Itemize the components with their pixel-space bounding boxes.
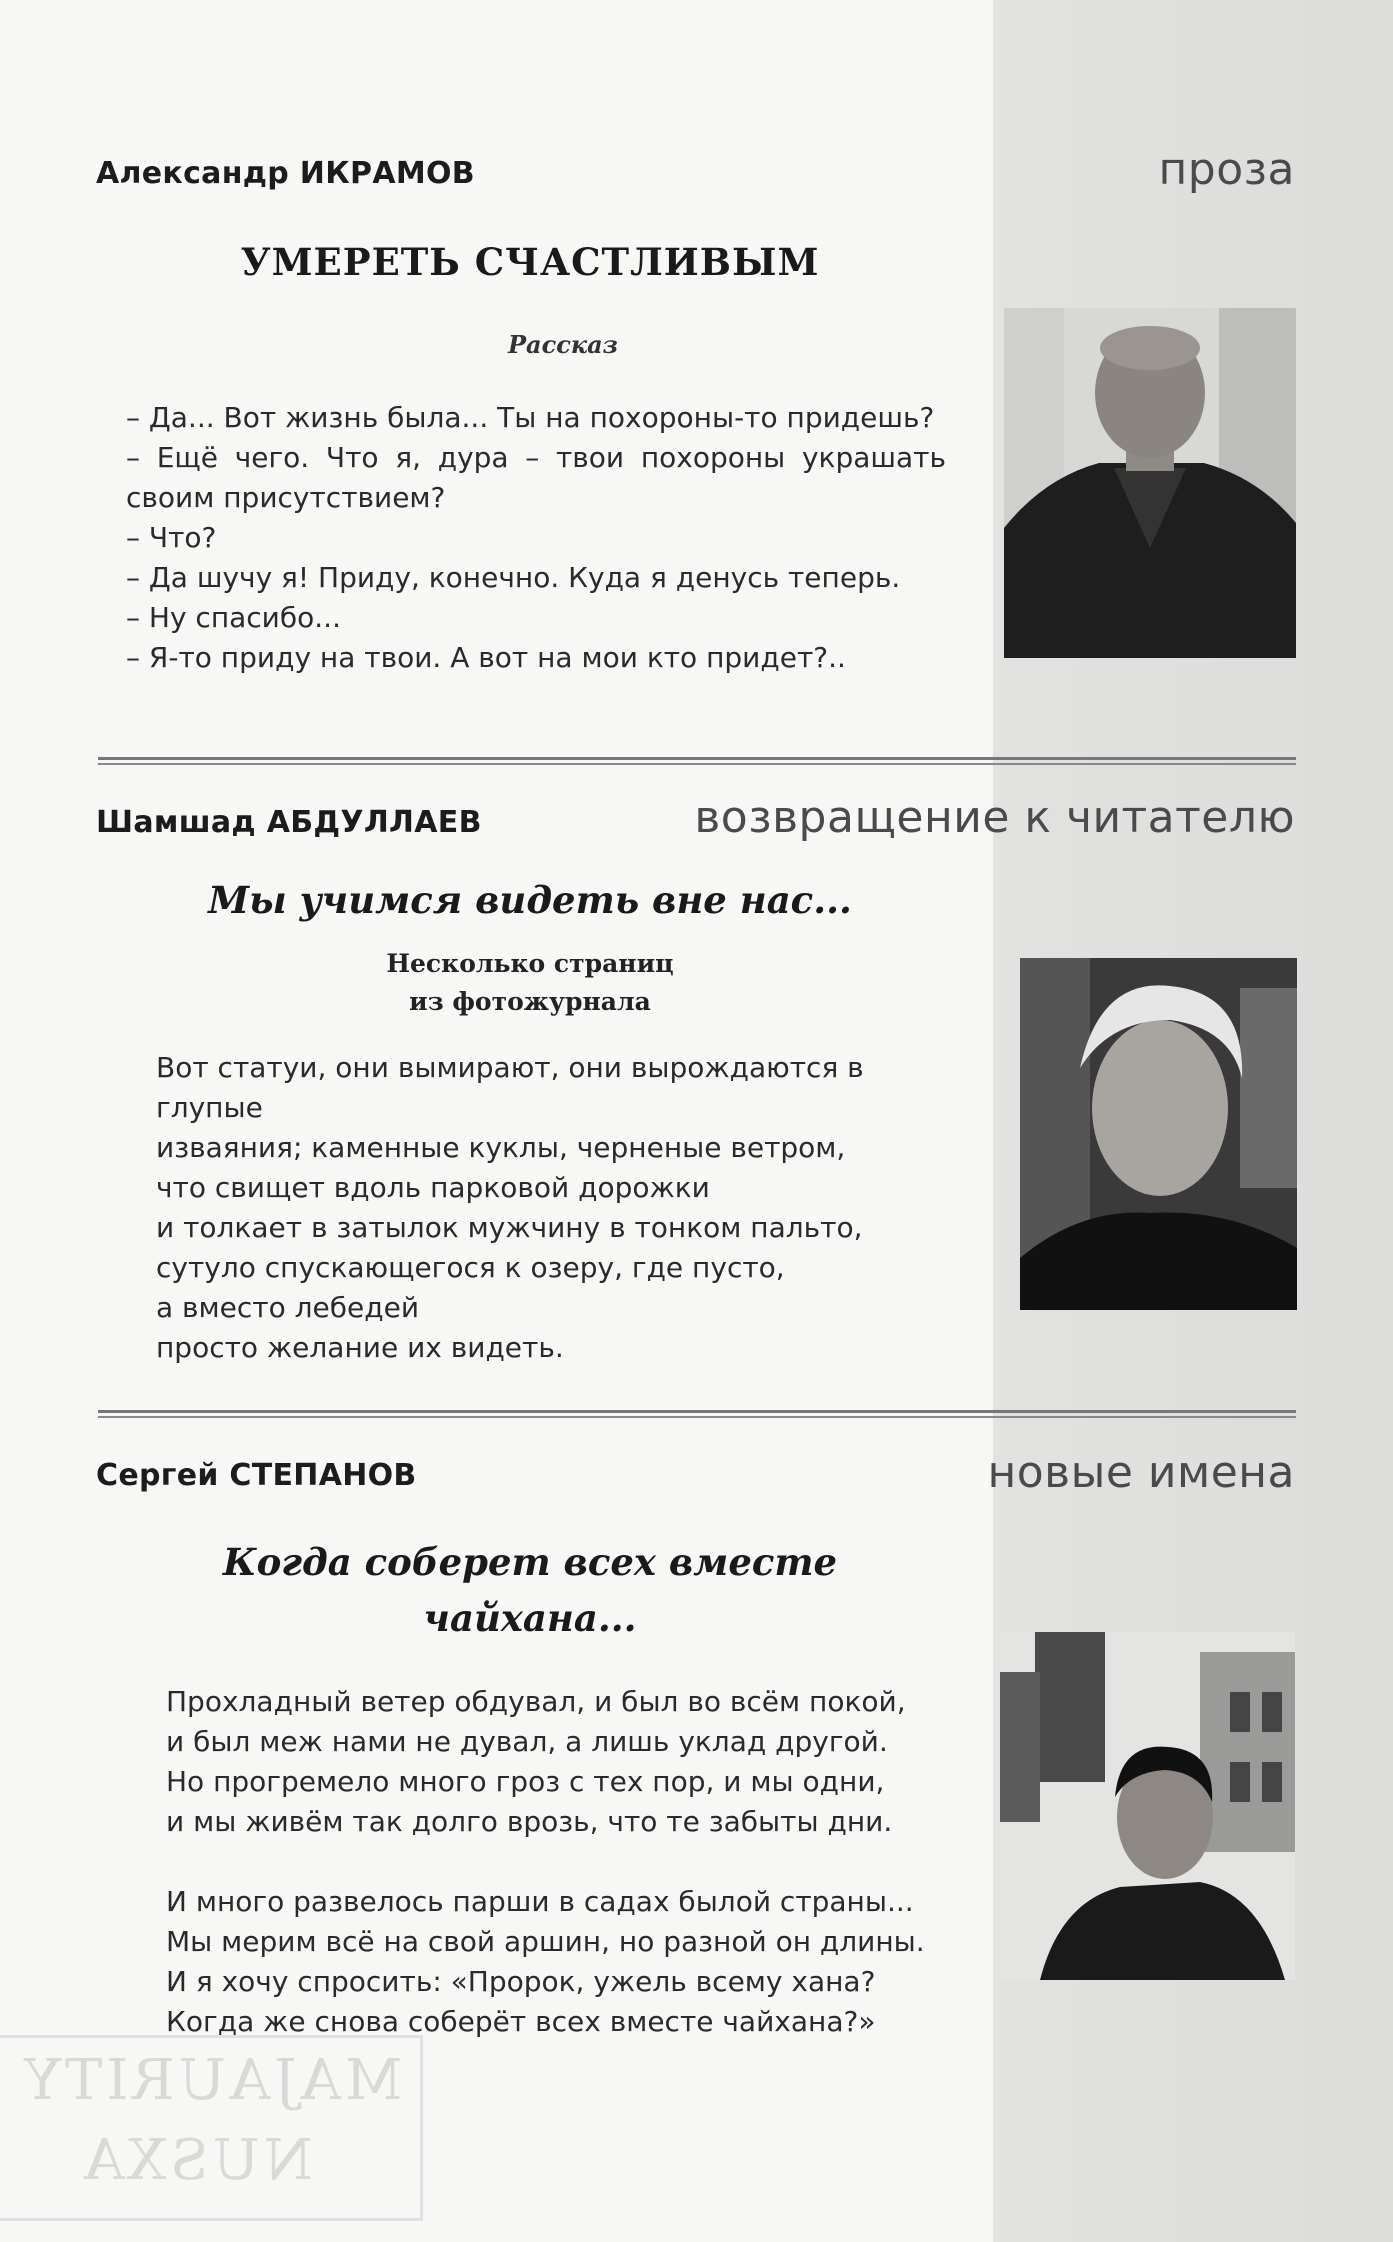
rubric-return: возвращение к читателю [694, 792, 1295, 843]
excerpt-line: – Ещё чего. Что я, дура – твои похороны украшать своим присутствием? [126, 441, 946, 514]
excerpt-line: – Ну спасибо... [126, 601, 341, 634]
stamp-line: NUSXA [80, 2128, 313, 2193]
library-stamp [0, 2035, 423, 2221]
excerpt-line: а вместо лебедей [156, 1291, 420, 1324]
story-genre: Рассказ [508, 330, 618, 359]
author-photo-stepanov [1000, 1632, 1295, 1980]
poem-line: Прохладный ветер обдувал, и был во всём покой, [166, 1685, 906, 1718]
excerpt-line: изваяния; каменные куклы, черненые ветром, [156, 1131, 846, 1164]
poem-title [0, 1534, 1060, 1646]
rubric-prose: проза [1158, 144, 1295, 195]
essay-title: Мы учимся видеть вне нас... [208, 878, 852, 922]
essay-subtitle [0, 945, 1060, 1021]
essay-subtitle-line: из фотожурнала [409, 987, 651, 1016]
poem-text [166, 1682, 986, 2042]
stanza-gap [166, 1842, 986, 1882]
poem-title-line: Когда соберет всех вместе [222, 1540, 838, 1584]
author-photo-ikramov [1004, 308, 1296, 658]
stamp-line: MAJAURITY [20, 2048, 403, 2113]
excerpt-line: – Да шучу я! Приду, конечно. Куда я денусь теперь. [126, 561, 901, 594]
poem-line: и мы живём так долго врозь, что те забыты дни. [166, 1805, 893, 1838]
author-abdullaev: Шамшад АБДУЛЛАЕВ [96, 805, 482, 840]
section-divider [98, 1410, 1296, 1418]
poem-line: И я хочу спросить: «Пророк, ужель всему хана? [166, 1965, 876, 1998]
excerpt-line: сутуло спускающегося к озеру, где пусто, [156, 1251, 785, 1284]
poem-line: И много развелось парши в садах былой страны... [166, 1885, 914, 1918]
rubric-new-names: новые имена [987, 1447, 1295, 1498]
author-photo-abdullaev [1020, 958, 1297, 1310]
excerpt-line: – Да... Вот жизнь была... Ты на похороны-то придешь? [126, 401, 935, 434]
story-excerpt [126, 398, 946, 678]
author-ikramov: Александр ИКРАМОВ [96, 156, 475, 191]
poem-line: Но прогремело много гроз с тех пор, и мы одни, [166, 1765, 885, 1798]
poem-title-line: чайхана... [423, 1596, 637, 1640]
poem-line: Мы мерим всё на свой аршин, но разной он длины. [166, 1925, 925, 1958]
excerpt-line: Вот статуи, они вымирают, они вырождаются в [156, 1051, 864, 1084]
excerpt-line: – Что? [126, 521, 217, 554]
excerpt-line: – Я-то приду на твои. А вот на мои кто придет?.. [126, 641, 846, 674]
poem-line: и был меж нами не дувал, а лишь уклад другой. [166, 1725, 888, 1758]
author-stepanov: Сергей СТЕПАНОВ [96, 1458, 417, 1493]
section-divider [98, 757, 1296, 765]
excerpt-line: что свищет вдоль парковой дорожки [156, 1171, 710, 1204]
essay-excerpt [156, 1048, 956, 1368]
excerpt-line: глупые [156, 1091, 263, 1124]
essay-subtitle-line: Несколько страниц [386, 949, 674, 978]
excerpt-line: просто желание их видеть. [156, 1331, 564, 1364]
story-title: УМЕРЕТЬ СЧАСТЛИВЫМ [240, 240, 820, 284]
poem-line: Когда же снова соберёт всех вместе чайхана?» [166, 2005, 876, 2038]
excerpt-line: и толкает в затылок мужчину в тонком пальто, [156, 1211, 863, 1244]
